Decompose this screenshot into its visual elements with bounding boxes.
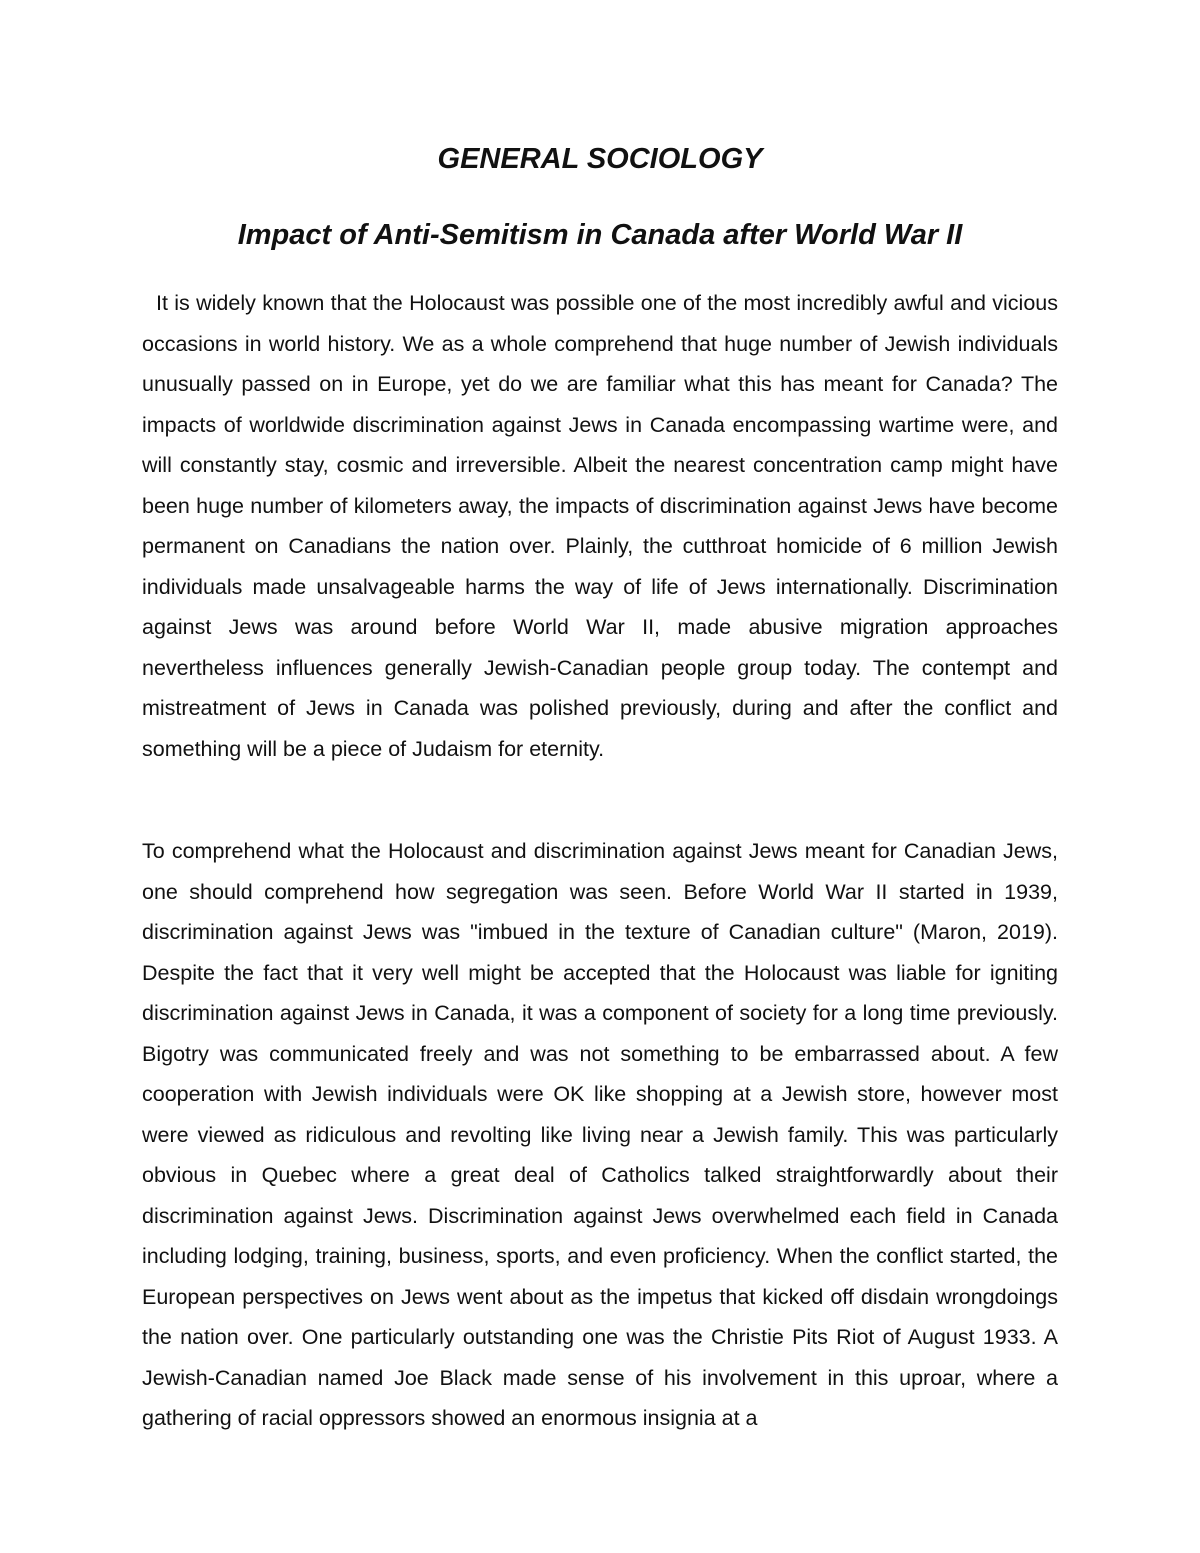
paragraph-2: To comprehend what the Holocaust and discrimination against Jews meant for Canadian Jews, one should comprehend how segregation was seen. Before World War II started in 1939, discrimination against Jews was "imbued in the texture of Canadian culture" (Maron, 2019). Despite the fact that it very well might be accepted that the Holocaust was liable for igniting discrimination against Jews in Canada, it was a component of society for a long time previously. Bigotry was communicated freely and was not something to be embarrassed about. A few cooperation with Jewish individuals were OK like shopping at a Jewish store, however most were viewed as ridiculous and revolting like living near a Jewish family. This was particularly obvious in Quebec where a great deal of Catholics talked straightforwardly about their discrimination against Jews. Discrimination against Jews overwhelmed each field in Canada including lodging, training, business, sports, and even proficiency. When the conflict started, the European perspectives on Jews went about as the impetus that kicked off disdain wrongdoings the nation over. One particularly outstanding one was the Christie Pits Riot of August 1933. A Jewish-Canadian named Joe Black made sense of his involvement in this uproar, where a gathering of racial oppressors showed an enormous insignia at a: [142, 839, 1058, 1430]
course-title: GENERAL SOCIOLOGY: [437, 143, 763, 175]
essay-title: Impact of Anti-Semitism in Canada after World War II: [237, 219, 963, 251]
paragraph-1: It is widely known that the Holocaust was possible one of the most incredibly awful and vicious occasions in world history. We as a whole comprehend that huge number of Jewish individuals unusually passed on in Europe, yet do we are familiar what this has meant for Canada? The impacts of worldwide discrimination against Jews in Canada encompassing wartime were, and will constantly stay, cosmic and irreversible. Albeit the nearest concentration camp might have been huge number of kilometers away, the impacts of discrimination against Jews have become permanent on Canadians the nation over. Plainly, the cutthroat homicide of 6 million Jewish individuals made unsalvageable harms the way of life of Jews internationally. Discrimination against Jews was around before World War II, made abusive migration approaches nevertheless influences generally Jewish-Canadian people group today. The contempt and mistreatment of Jews in Canada was polished previously, during and after the conflict and something will be a piece of Judaism for eternity.: [142, 291, 1058, 761]
